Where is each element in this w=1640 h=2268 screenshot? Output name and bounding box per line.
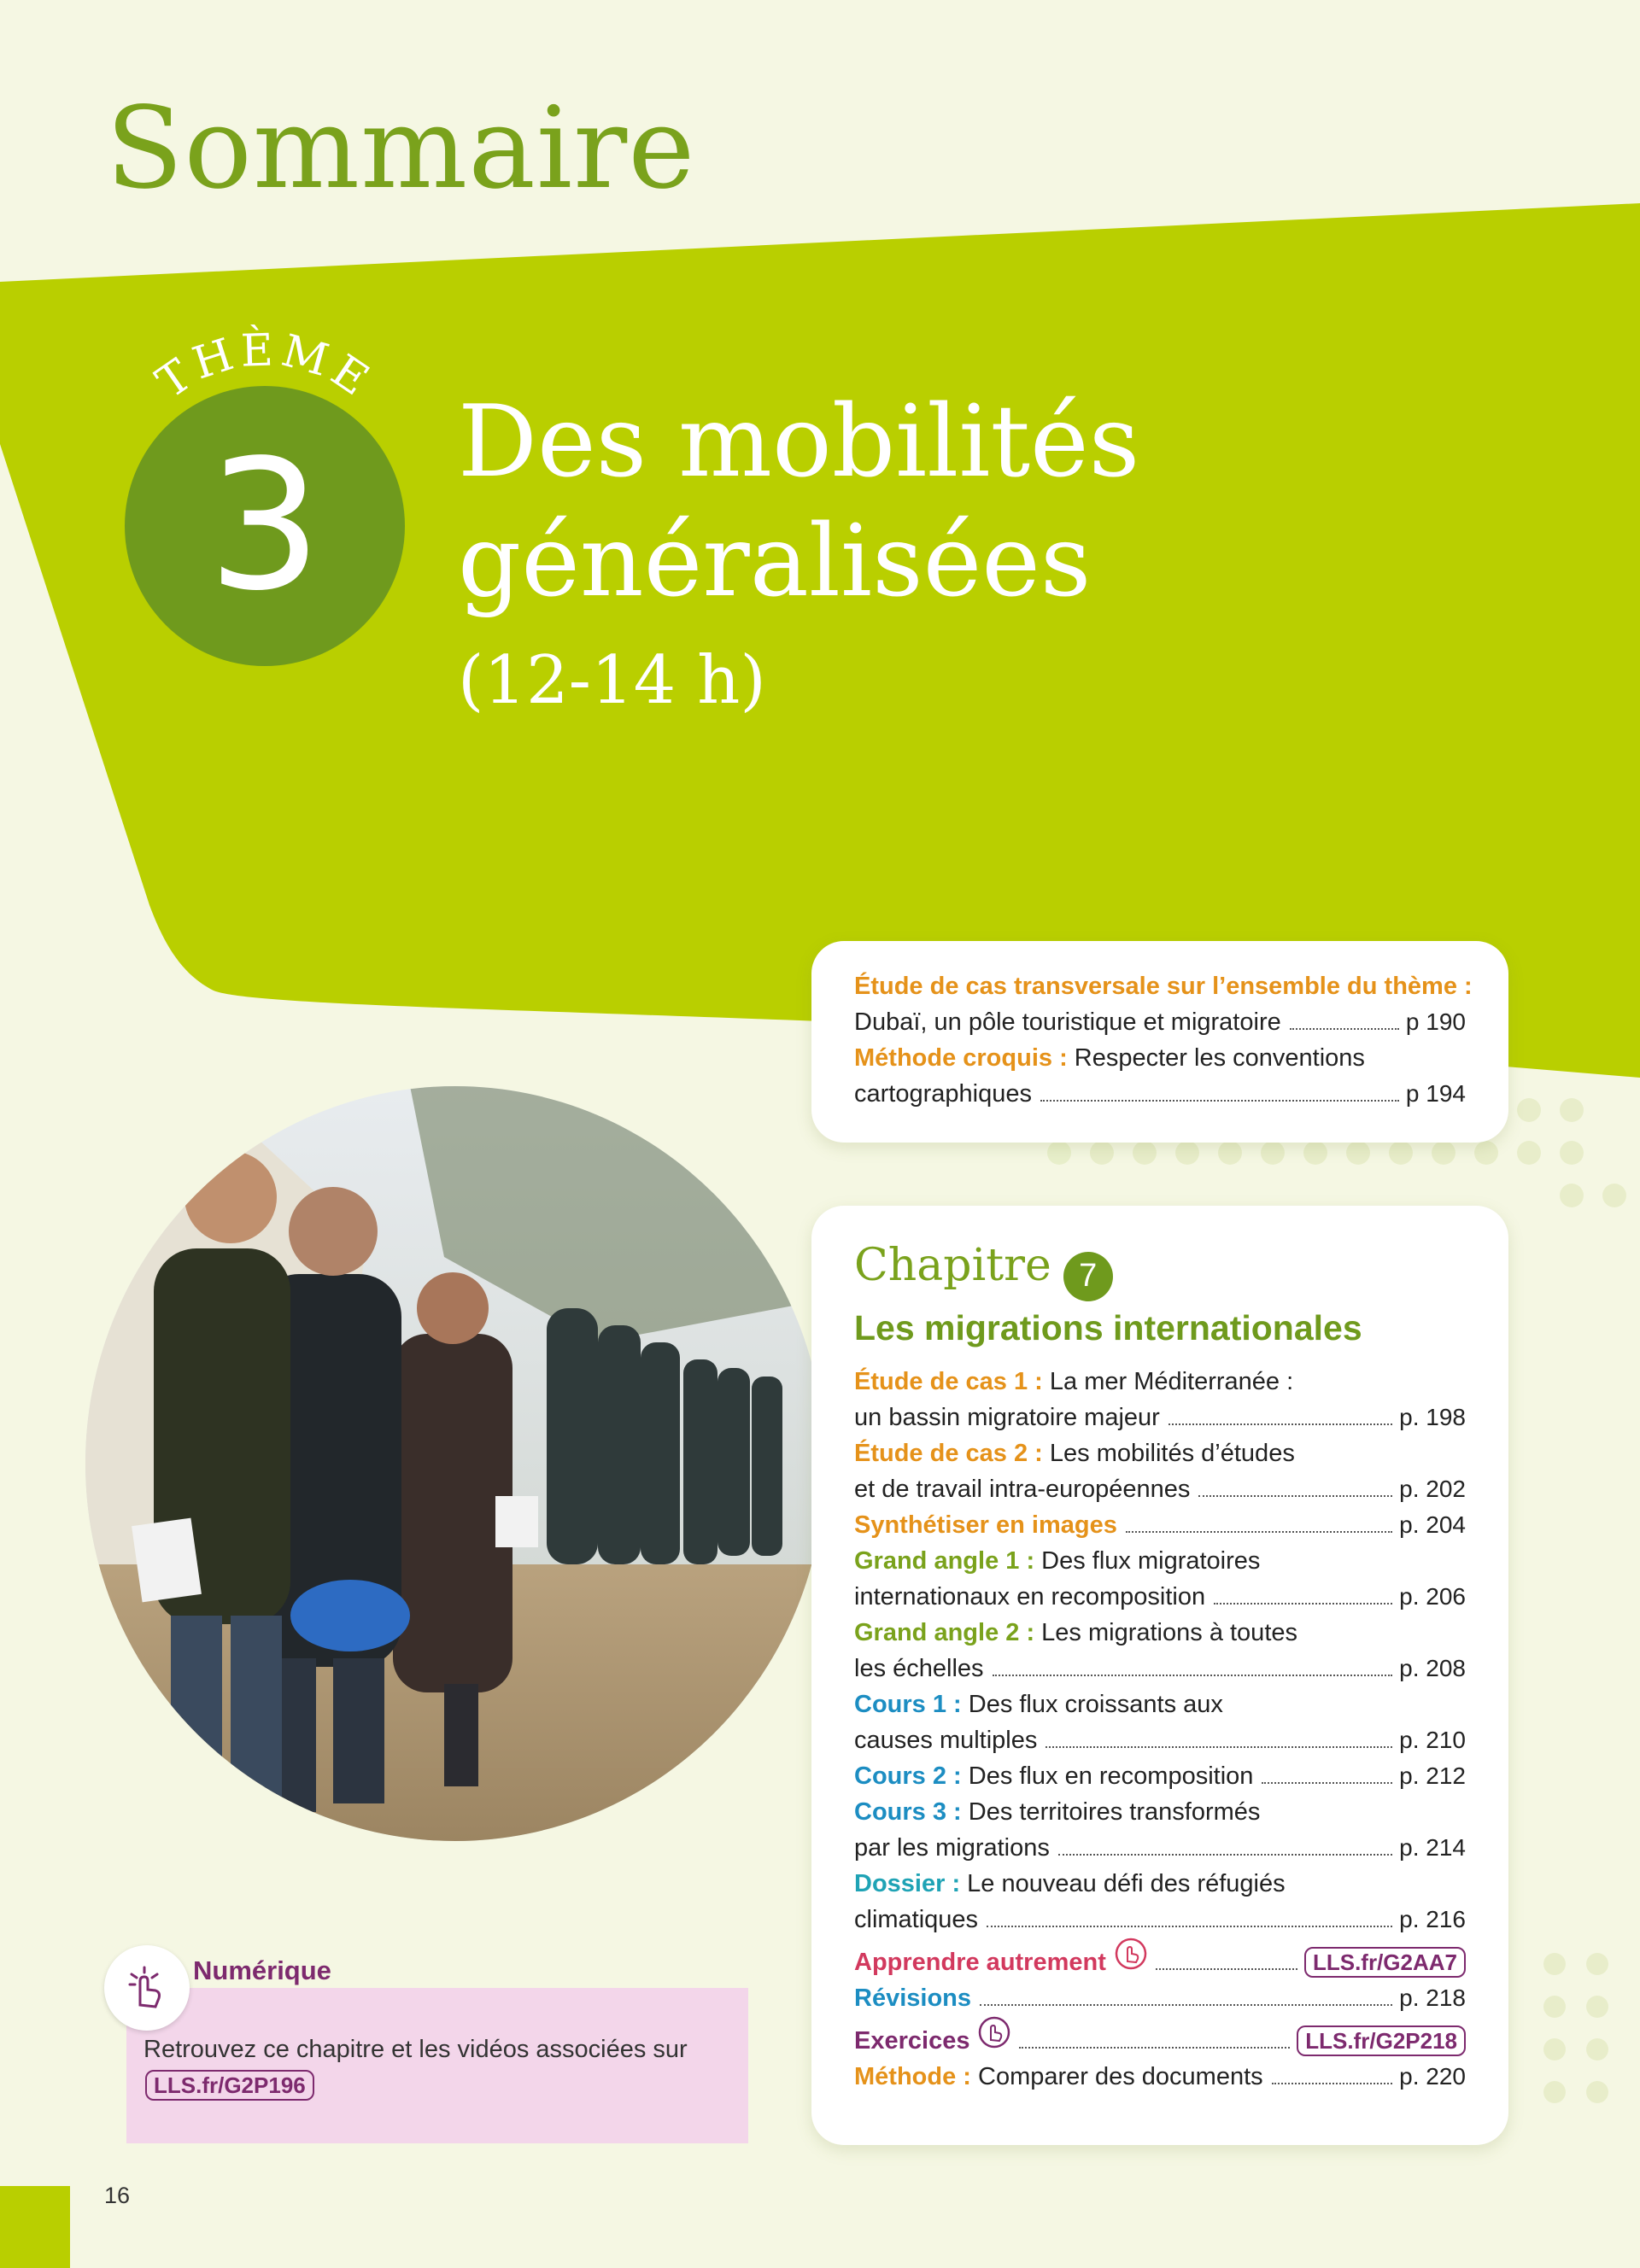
leader-dots	[1046, 1745, 1392, 1748]
toc-entry-grand-angle-2-continued[interactable]: les échelles p. 208	[854, 1655, 1466, 1682]
toc-entry-cours-2[interactable]: Cours 2 : Des flux en recomposition p. 212	[854, 1762, 1466, 1790]
toc-entry-grand-angle-1-continued[interactable]: internationaux en recomposition p. 206	[854, 1583, 1466, 1610]
transversal-item-2-text-line2: cartographiques	[854, 1080, 1032, 1108]
numerique-label: Numérique	[193, 1955, 331, 1985]
toc-entry-etude-de-cas-2-continued[interactable]: et de travail intra-européennes p. 202	[854, 1476, 1466, 1503]
apprendre-autrement-link[interactable]: LLS.fr/G2AA7	[1304, 1947, 1466, 1978]
toc-entry-etude-de-cas-2[interactable]: Étude de cas 2 : Les mobilités d’études	[854, 1440, 1295, 1467]
leader-dots	[1272, 2082, 1392, 2084]
leader-dots	[1168, 1423, 1392, 1425]
toc-entry-cours-1[interactable]: Cours 1 : Des flux croissants aux	[854, 1691, 1223, 1718]
toc-entry-methode[interactable]: Méthode : Comparer des documents p. 220	[854, 2063, 1466, 2090]
leader-dots	[987, 1925, 1392, 1927]
leader-dots	[993, 1674, 1393, 1676]
toc-entry-cours-3[interactable]: Cours 3 : Des territoires transformés	[854, 1798, 1261, 1826]
transversal-item-2-label: Méthode croquis :	[854, 1044, 1068, 1072]
chapter-word: Chapitre	[854, 1240, 1051, 1291]
transversal-item-1-page: p 190	[1405, 1008, 1466, 1035]
transversal-card	[811, 941, 1508, 1143]
theme-hours: (12-14 h)	[458, 642, 766, 719]
transversal-item-1-text: Dubaï, un pôle touristique et migratoire	[854, 1008, 1281, 1036]
leader-dots	[1198, 1494, 1392, 1497]
toc-entry-cours-1-continued[interactable]: causes multiples p. 210	[854, 1727, 1466, 1754]
chapter-heading	[854, 1240, 1466, 1305]
theme-number-badge: 3	[125, 386, 405, 666]
theme-title-line2: généralisées	[458, 504, 1092, 619]
leader-dots	[1262, 1781, 1392, 1784]
transversal-heading: Étude de cas transversale sur l’ensemble du thème :	[854, 973, 1473, 1000]
theme-title	[458, 383, 1139, 622]
leader-dots	[1126, 1530, 1392, 1533]
transversal-item-1[interactable]	[854, 1004, 1466, 1040]
toc-entry-apprendre-autrement[interactable]: Apprendre autrement LLS.fr/G2AA7	[854, 1938, 1466, 1980]
toc-entry-grand-angle-1[interactable]: Grand angle 1 : Des flux migratoires	[854, 1547, 1261, 1575]
theme-title-line1: Des mobilités	[458, 384, 1140, 500]
toc-entry-revisions[interactable]: Révisions p. 218	[854, 1984, 1466, 2012]
toc-entry-exercices[interactable]: Exercices LLS.fr/G2P218	[854, 2016, 1466, 2059]
numerique-link-label[interactable]: LLS.fr/G2P196	[145, 2070, 314, 2101]
leader-dots	[1040, 1099, 1399, 1102]
leader-dots	[1214, 1602, 1392, 1605]
page-number: 16	[104, 2183, 131, 2208]
leader-dots	[1156, 1967, 1297, 1970]
page-title: Sommaire	[106, 83, 696, 214]
numerique-link[interactable]	[145, 2070, 314, 2101]
leader-dots	[1019, 2046, 1290, 2049]
numerique-box	[126, 1988, 748, 2143]
exercices-link[interactable]: LLS.fr/G2P218	[1297, 2025, 1466, 2056]
transversal-item-2-text: Respecter les conventions	[1074, 1044, 1365, 1072]
leader-dots	[1058, 1853, 1392, 1856]
numerique-text: Retrouvez ce chapitre et les vidéos associées sur	[144, 2036, 688, 2063]
chapter-title: Les migrations internationales	[854, 1308, 1362, 1347]
toc-entry-cours-3-continued[interactable]: par les migrations p. 214	[854, 1834, 1466, 1862]
transversal-item-2[interactable]	[854, 1040, 1466, 1076]
touch-icon	[104, 1945, 190, 2031]
refugees-photo	[85, 1086, 825, 1841]
touch-icon	[1115, 1938, 1147, 1970]
toc-entry-etude-de-cas-1-continued[interactable]: un bassin migratoire majeur p. 198	[854, 1404, 1466, 1431]
theme-label: THÈME	[147, 324, 382, 409]
touch-icon	[978, 2016, 1010, 2049]
toc-entry-dossier-continued[interactable]: climatiques p. 216	[854, 1906, 1466, 1933]
chapter-number-badge: 7	[1063, 1252, 1113, 1301]
toc-entry-grand-angle-2[interactable]: Grand angle 2 : Les migrations à toutes	[854, 1619, 1297, 1646]
toc-entry-dossier[interactable]: Dossier : Le nouveau défi des réfugiés	[854, 1870, 1286, 1897]
chapter-card	[811, 1206, 1508, 2145]
leader-dots	[1290, 1027, 1399, 1030]
toc-entry-synthetiser-en-images[interactable]: Synthétiser en images p. 204	[854, 1511, 1466, 1539]
page-tab	[0, 2186, 70, 2268]
toc-entry-etude-de-cas-1[interactable]: Étude de cas 1 : La mer Méditerranée :	[854, 1368, 1294, 1395]
transversal-item-2-continued[interactable]	[854, 1076, 1466, 1112]
transversal-item-2-page: p 194	[1405, 1080, 1466, 1107]
leader-dots	[980, 2003, 1392, 2006]
